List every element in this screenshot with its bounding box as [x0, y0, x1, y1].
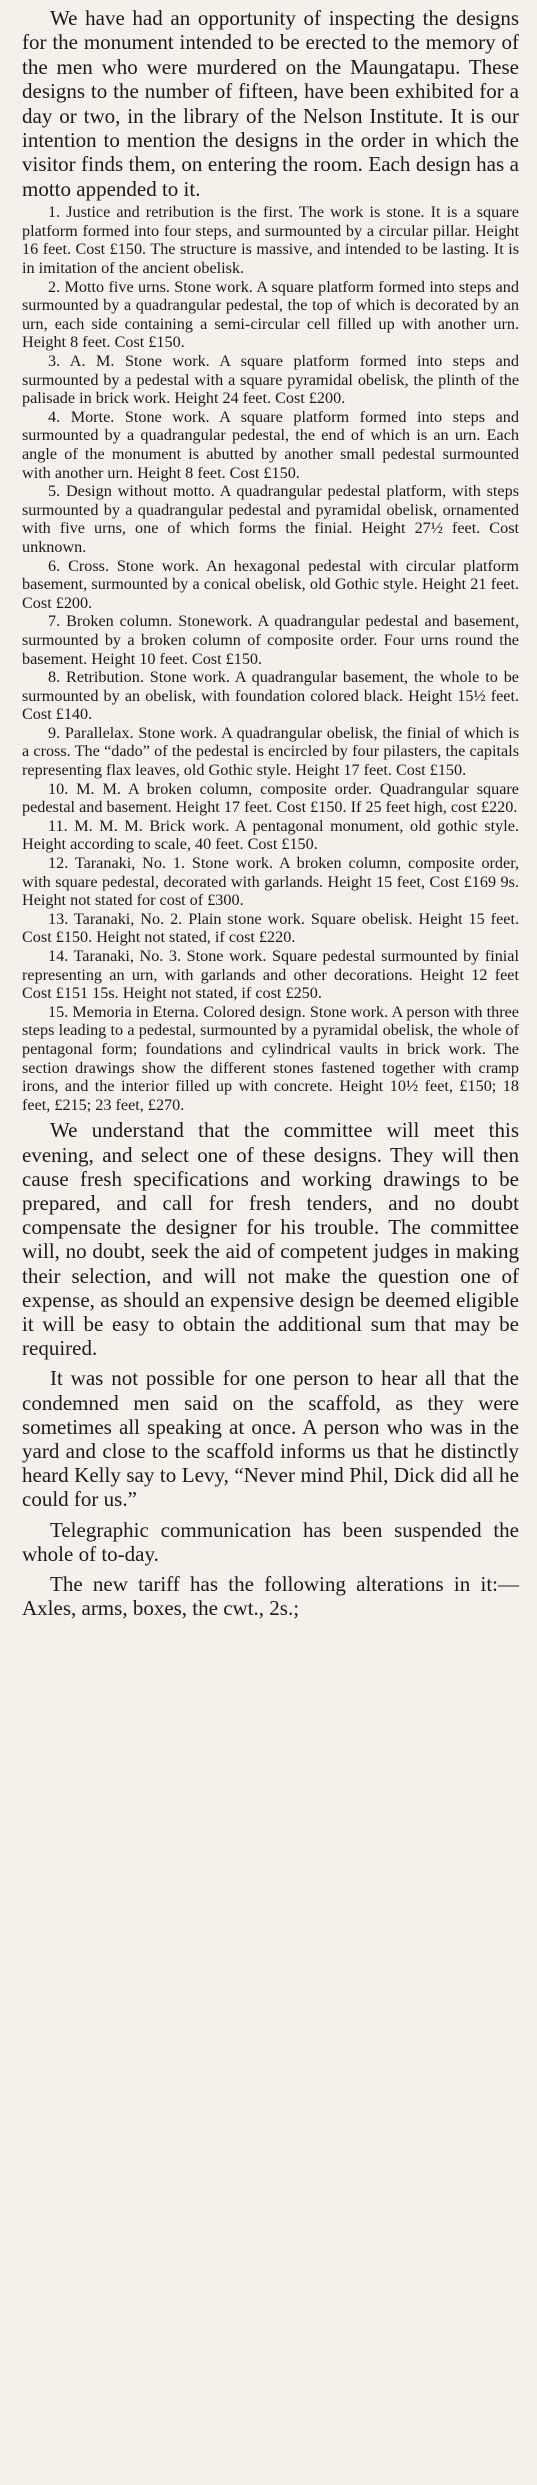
tariff-paragraph: The new tariff has the following alterations in it:—Axles, arms, boxes, the cwt., 2s.; [22, 1572, 519, 1621]
telegraph-paragraph: Telegraphic communication has been suspended the whole of to-day. [22, 1517, 519, 1566]
design-item-2: 2. Motto five urns. Stone work. A square platform formed into steps and surmounted by a quadrangular pedestal, the top of which is decorated by an urn, each side containing a semi-circular cell filled up with another urn. Height 8 feet. Cost £150. [22, 277, 519, 352]
design-item-9: 9. Parallelax. Stone work. A quadrangular obelisk, the finial of which is a cross. The “dado” of the pedestal is encircled by four pilasters, the capitals representing flax leaves, old Gothic style. Height 17 feet. Cost £150. [22, 723, 519, 780]
design-item-4: 4. Morte. Stone work. A square platform formed into steps and surmounted by a quadrangular pedestal, the end of which is an urn. Each angle of the monument is abutted by another small pedestal surmounted with another urn. Height 8 feet. Cost £150. [22, 407, 519, 482]
intro-paragraph: We have had an opportunity of inspecting the designs for the monument intended to be erected to the memory of the men who were murdered on the Maungatapu. These designs to the number of fifteen, have been exhibited for a day or two, in the library of the Nelson Institute. It is our intention to mention the designs in the order in which the visitor finds them, on entering the room. Each design has a motto appended to it. [22, 6, 519, 201]
design-item-15: 15. Memoria in Eterna. Colored design. Stone work. A person with three steps leading to a pedestal, surmounted by a pyramidal obelisk, the whole of pentagonal form; foundations and cylindrical vaults in brick work. The section drawings show the different stones fastened together with cramp irons, and the interior filled up with concrete. Height 10½ feet, £150; 18 feet, £215; 23 feet, £270. [22, 1002, 519, 1114]
design-item-3: 3. A. M. Stone work. A square platform formed into steps and surmounted by a pedestal with a square pyramidal obelisk, the plinth of the palisade in brick work. Height 24 feet. Cost £200. [22, 352, 519, 408]
design-item-11: 11. M. M. M. Brick work. A pentagonal monument, old gothic style. Height according to scale, 40 feet. Cost £150. [22, 816, 519, 854]
design-item-10: 10. M. M. A broken column, composite order. Quadrangular square pedestal and basement. Height 17 feet. Cost £150. If 25 feet high, cost £220. [22, 779, 519, 817]
design-item-6: 6. Cross. Stone work. An hexagonal pedestal with circular platform basement, surmounted by a conical obelisk, old Gothic style. Height 21 feet. Cost £200. [22, 556, 519, 612]
committee-paragraph: We understand that the committee will meet this evening, and select one of these designs. They will then cause fresh specifications and working drawings to be prepared, and call for fresh tenders, and no doubt compensate the designer for his trouble. The committee will, no doubt, seek the aid of competent judges in making their selection, and will not make the question one of expense, as should an expensive design be deemed eligible it will be easy to obtain the additional sum that may be required. [22, 1118, 519, 1361]
closing-paragraphs [22, 1118, 519, 1620]
design-item-12: 12. Taranaki, No. 1. Stone work. A broken column, composite order, with square pedestal, decorated with garlands. Height 15 feet, Cost £169 9s. Height not stated for cost of £300. [22, 854, 519, 910]
design-item-1: 1. Justice and retribution is the first. The work is stone. It is a square platform formed into four steps, and surmounted by a circular pillar. Height 16 feet. Cost £150. The structure is massive, and intended to be lasting. It is in imitation of the ancient obelisk. [22, 203, 519, 278]
design-item-5: 5. Design without motto. A quadrangular pedestal platform, with steps surmounted by a quadrangular pedestal and pyramidal obelisk, ornamented with five urns, one of which forms the finial. Height 27½ feet. Cost unknown. [22, 482, 519, 556]
scaffold-paragraph: It was not possible for one person to hear all that the condemned men said on the scaffold, as they were sometimes all speaking at once. A person who was in the yard and close to the scaffold informs us that he distinctly heard Kelly say to Levy, “Never mind Phil, Dick did all he could for us.” [22, 1366, 519, 1512]
design-item-13: 13. Taranaki, No. 2. Plain stone work. Square obelisk. Height 15 feet. Cost £150. Height not stated, if cost £220. [22, 909, 519, 947]
design-item-8: 8. Retribution. Stone work. A quadrangular basement, the whole to be surmounted by an obelisk, with foundation colored black. Height 15½ feet. Cost £140. [22, 668, 519, 724]
design-item-7: 7. Broken column. Stonework. A quadrangular pedestal and basement, surmounted by a broken column of composite order. Four urns round the basement. Height 10 feet. Cost £150. [22, 612, 519, 668]
design-item-14: 14. Taranaki, No. 3. Stone work. Square pedestal surmounted by finial representing an urn, with garlands and other decorations. Height 12 feet Cost £151 15s. Height not stated, if cost £250. [22, 947, 519, 1003]
design-list [22, 203, 519, 1114]
